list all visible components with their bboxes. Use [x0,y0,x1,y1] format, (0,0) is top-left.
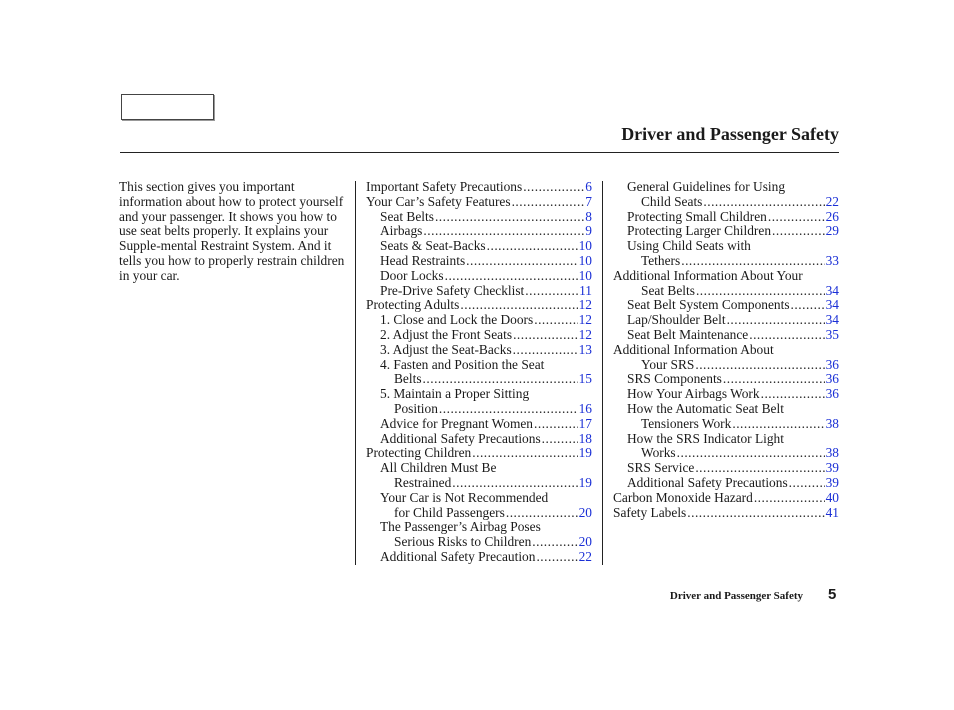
toc-entry[interactable] [613,313,839,328]
toc-entry[interactable] [613,224,839,239]
toc-page-link[interactable]: 33 [825,252,839,268]
toc-entry[interactable] [366,180,592,195]
dot-leader [460,298,577,313]
column-divider-right [602,181,603,565]
toc-page-link[interactable]: 20 [578,534,592,550]
toc-entry-label: Belts [394,371,422,387]
toc-entry[interactable] [613,402,839,432]
toc-page-link[interactable]: 36 [825,386,839,402]
dot-leader [789,476,825,491]
title-divider [120,152,839,153]
toc-entry-label: Safety Labels [613,504,687,520]
toc-page-link[interactable]: 10 [578,267,592,283]
toc-entry[interactable] [613,180,839,210]
toc-entry-label: How the Automatic Seat Belt [627,400,784,416]
dot-leader [506,506,578,521]
toc-entry[interactable] [366,432,592,447]
dot-leader [749,328,824,343]
toc-entry[interactable] [366,358,592,388]
dot-leader [687,506,824,521]
toc-entry[interactable] [613,476,839,491]
toc-entry[interactable] [366,254,592,269]
toc-entry-label: Important Safety Precautions [366,179,523,194]
toc-entry-label: Pre-Drive Safety Checklist [380,282,525,298]
toc-entry[interactable] [613,432,839,462]
dot-leader [523,180,584,195]
toc-entry-label: Restrained [394,474,452,490]
toc-page-link[interactable]: 39 [825,460,839,476]
toc-entry-label: Protecting Adults [366,297,460,313]
toc-page-link[interactable]: 26 [825,208,839,224]
toc-entry-label: Door Locks [380,267,444,283]
toc-entry-label: 2. Adjust the Front Seats [380,326,513,342]
toc-entry-label: Seat Belt System Components [627,297,790,313]
toc-entry-label: All Children Must Be [380,460,497,476]
dot-leader [534,417,578,432]
dot-leader [677,446,825,461]
toc-entry-label: How Your Airbags Work [627,386,760,402]
toc-entry[interactable] [366,387,592,417]
dot-leader [525,284,578,299]
toc-entry-label: for Child Passengers [394,504,505,520]
toc-column-1 [366,180,592,565]
toc-entry[interactable] [366,239,592,254]
toc-page-link[interactable]: 34 [825,312,839,328]
toc-entry[interactable] [366,298,592,313]
toc-entry[interactable] [366,550,592,565]
toc-page-link[interactable]: 12 [578,297,592,313]
toc-entry[interactable] [366,461,592,491]
toc-entry[interactable] [613,269,839,299]
toc-entry-label: Serious Risks to Children [394,534,532,550]
toc-entry-label: Protecting Children [366,445,472,461]
toc-page-link[interactable]: 12 [578,312,592,328]
toc-entry[interactable] [613,387,839,402]
toc-entry[interactable] [613,239,839,269]
dot-leader [423,224,584,239]
dot-leader [435,210,584,225]
page-title: Driver and Passenger Safety [621,124,839,144]
toc-page-link[interactable]: 12 [578,326,592,342]
dot-leader [772,224,825,239]
toc-column-2 [613,180,839,520]
dot-leader [466,254,577,269]
toc-page-link[interactable]: 8 [585,208,592,224]
toc-page-link[interactable]: 15 [578,371,592,387]
dot-leader [696,284,825,299]
toc-entry-label: Using Child Seats with [627,238,751,254]
toc-entry-label: 1. Close and Lock the Doors [380,312,534,328]
toc-page-link[interactable]: 22 [825,193,839,209]
toc-page-link[interactable]: 10 [578,252,592,268]
toc-page-link[interactable]: 39 [825,474,839,490]
toc-page-link[interactable]: 6 [585,179,592,194]
toc-page-link[interactable]: 36 [825,356,839,372]
dot-leader [512,195,585,210]
toc-entry-label: General Guidelines for Using [627,179,786,194]
dot-leader [487,239,578,254]
dot-leader [445,269,578,284]
toc-entry[interactable] [366,446,592,461]
dot-leader [761,387,825,402]
dot-leader [532,535,577,550]
dot-leader [472,446,577,461]
toc-page-link[interactable]: 36 [825,371,839,387]
dot-leader [695,358,824,373]
toc-page-link[interactable]: 20 [578,504,592,520]
toc-entry-label: Child Seats [641,193,703,209]
toc-entry[interactable] [613,461,839,476]
toc-entry-label: The Passenger’s Airbag Poses [380,519,541,535]
dot-leader [732,417,824,432]
toc-page-link[interactable]: 16 [578,400,592,416]
footer-page-number: 5 [828,586,837,603]
dot-leader [534,313,577,328]
toc-page-link[interactable]: 7 [585,193,592,209]
dot-leader [695,461,824,476]
toc-page-link[interactable]: 9 [585,223,592,239]
toc-page-link[interactable]: 19 [578,474,592,490]
toc-entry[interactable] [366,417,592,432]
toc-entry-label: Tensioners Work [641,415,732,431]
section-tab-box [121,94,214,120]
toc-page-link[interactable]: 18 [578,430,592,446]
toc-entry-label: Works [641,445,676,461]
dot-leader [513,328,578,343]
footer-section-label: Driver and Passenger Safety [669,590,803,602]
toc-entry-label: Lap/Shoulder Belt [627,312,726,328]
toc-entry-label: Seats & Seat-Backs [380,238,486,254]
dot-leader [542,432,578,447]
dot-leader [723,372,825,387]
toc-entry[interactable] [366,269,592,284]
toc-page-link[interactable]: 34 [825,282,839,298]
toc-entry[interactable] [613,210,839,225]
toc-entry[interactable] [366,328,592,343]
toc-entry-label: Protecting Small Children [627,208,767,224]
dot-leader [727,313,825,328]
toc-entry[interactable] [366,520,592,550]
toc-page-link[interactable]: 10 [578,238,592,254]
toc-entry-label: Additional Safety Precautions [627,474,788,490]
toc-entry[interactable] [613,372,839,387]
toc-entry-label: How the SRS Indicator Light [627,430,784,446]
toc-page-link[interactable]: 34 [825,297,839,313]
toc-entry[interactable] [366,284,592,299]
dot-leader [452,476,577,491]
toc-entry-label: 4. Fasten and Position the Seat [380,356,545,372]
toc-page-link[interactable]: 35 [825,326,839,342]
toc-entry[interactable] [613,328,839,343]
toc-entry-label: Your SRS [641,356,695,372]
toc-page-link[interactable]: 41 [825,504,839,520]
toc-entry-label: Seat Belt Maintenance [627,326,749,342]
toc-entry[interactable] [613,506,839,521]
toc-entry[interactable] [366,343,592,358]
toc-entry-label: Seat Belts [641,282,695,298]
toc-entry-label: 3. Adjust the Seat-Backs [380,341,512,357]
toc-entry[interactable] [366,491,592,521]
dot-leader [439,402,578,417]
toc-page-link[interactable]: 19 [578,445,592,461]
toc-page-link[interactable]: 38 [825,415,839,431]
toc-page-link[interactable]: 17 [578,415,592,431]
toc-page-link[interactable]: 11 [579,282,592,298]
toc-entry-label: Your Car is Not Recommended [380,489,549,505]
toc-page-link[interactable]: 13 [578,341,592,357]
toc-entry-label: Advice for Pregnant Women [380,415,533,431]
dot-leader [754,491,825,506]
toc-entry-label: Protecting Larger Children [627,223,772,239]
toc-entry-label: Additional Information About Your [613,267,803,283]
toc-page-link[interactable]: 40 [825,489,839,505]
toc-entry[interactable] [613,343,839,373]
toc-entry-label: SRS Components [627,371,722,387]
toc-entry-label: Additional Safety Precaution [380,548,536,564]
toc-entry-label: Tethers [641,252,681,268]
toc-entry[interactable] [366,195,592,210]
toc-page-link[interactable]: 22 [578,548,592,564]
toc-entry-label: Seat Belts [380,208,434,224]
dot-leader [703,195,824,210]
toc-entry-label: Additional Information About [613,341,774,357]
toc-entry-label: Airbags [380,223,423,239]
toc-page-link[interactable]: 38 [825,445,839,461]
toc-page-link[interactable]: 29 [825,223,839,239]
dot-leader [791,298,825,313]
toc-entry-label: Additional Safety Precautions [380,430,541,446]
toc-entry[interactable] [366,224,592,239]
dot-leader [513,343,578,358]
dot-leader [423,372,578,387]
toc-entry-label: Position [394,400,438,416]
toc-entry-label: Your Car’s Safety Features [366,193,511,209]
toc-entry-label: Head Restraints [380,252,466,268]
dot-leader [536,550,577,565]
toc-entry-label: SRS Service [627,460,695,476]
toc-entry[interactable] [613,298,839,313]
toc-entry-label: 5. Maintain a Proper Sitting [380,386,530,402]
intro-paragraph: This section gives you important information about how to protect yourself and your passenger. It shows you how to use seat belts properly. It explains your Supple-mental Restraint System. And it tells you how to properly restrain children in your car. [119,179,345,283]
column-divider-left [355,181,356,565]
toc-entry[interactable] [366,313,592,328]
dot-leader [681,254,824,269]
toc-entry[interactable] [366,210,592,225]
toc-entry-label: Carbon Monoxide Hazard [613,489,753,505]
dot-leader [768,210,825,225]
toc-entry[interactable] [613,491,839,506]
